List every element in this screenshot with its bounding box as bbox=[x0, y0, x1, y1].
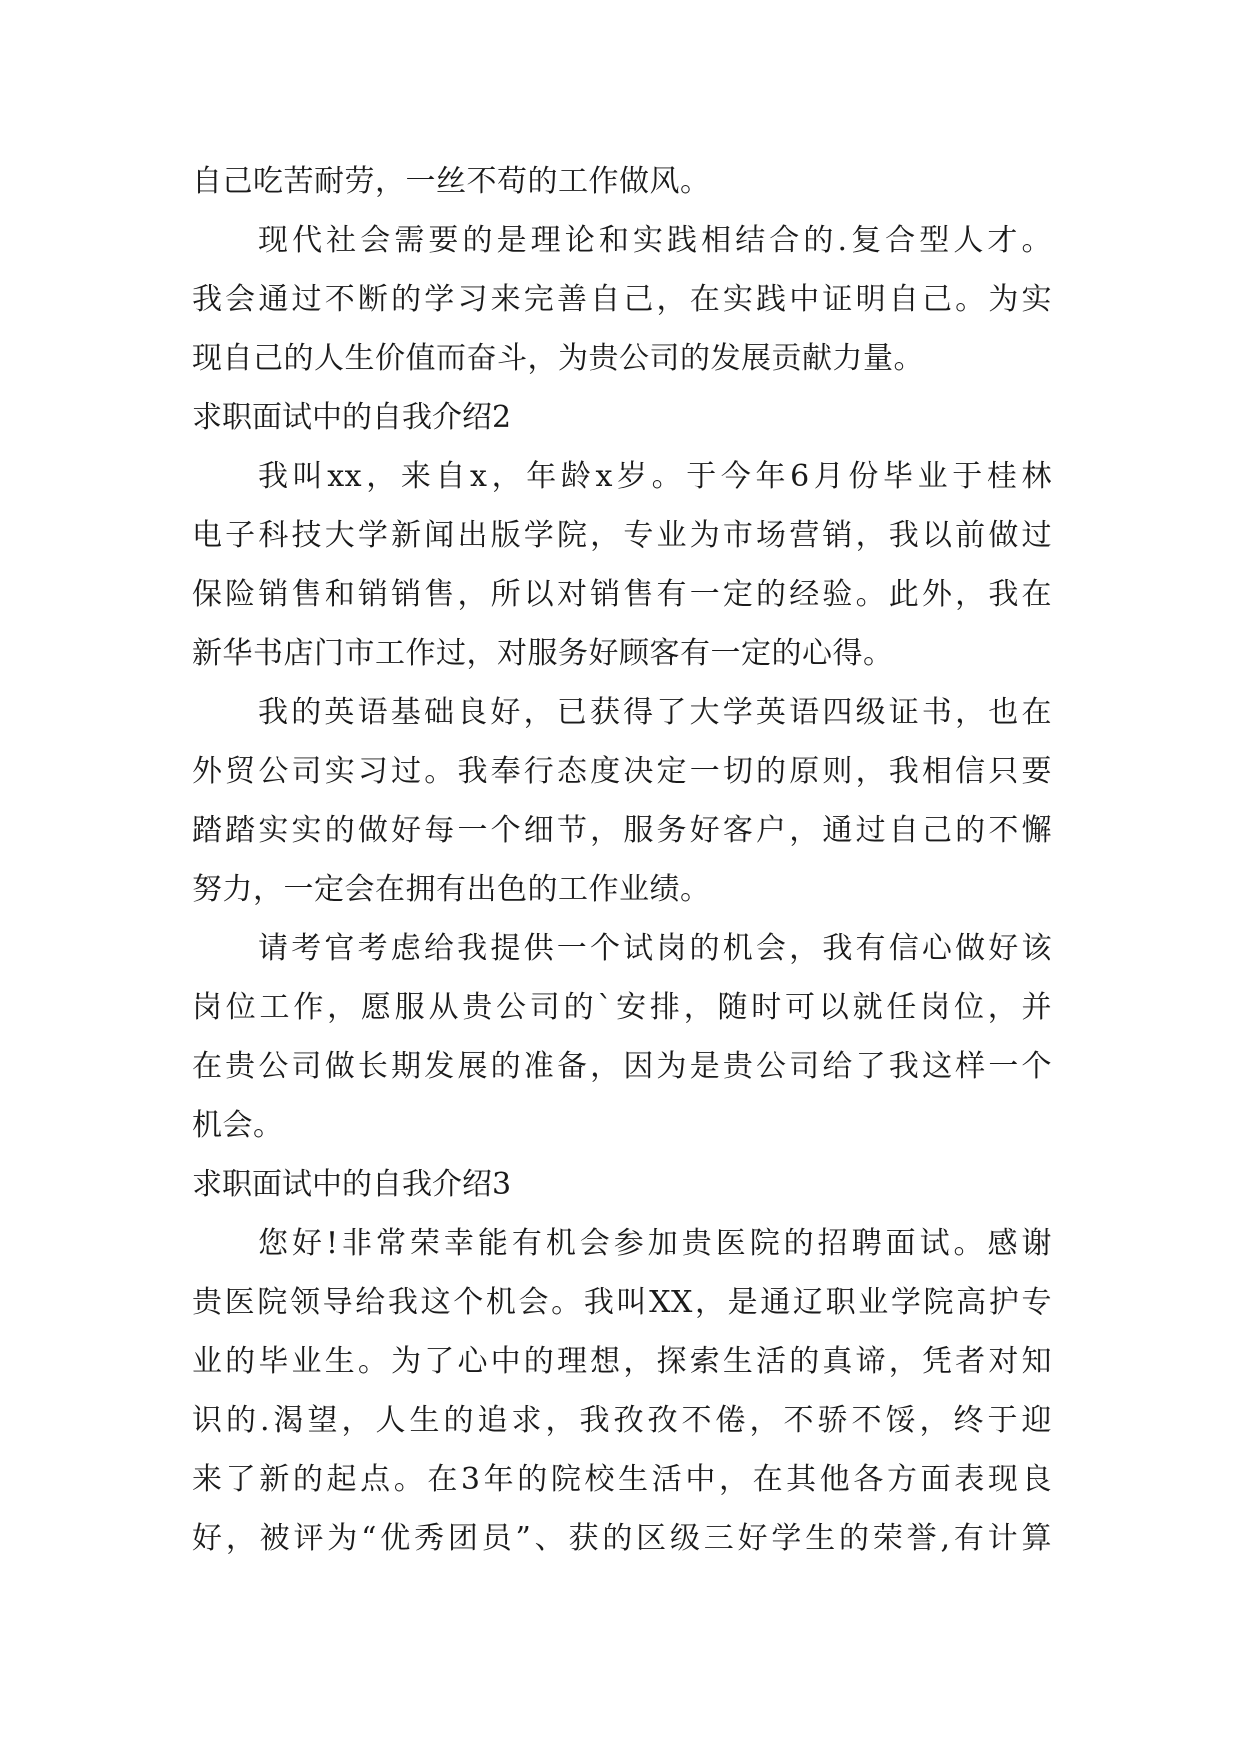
text-line: 业的毕业生。为了心中的理想，探索生活的真谛，凭者对知 bbox=[192, 1344, 1052, 1379]
text-line: 来了新的起点。在3年的院校生活中，在其他各方面表现良 bbox=[192, 1462, 1052, 1497]
text-line: 保险销售和销销售，所以对销售有一定的经验。此外，我在 bbox=[192, 577, 1052, 612]
text-line: 岗位工作，愿服从贵公司的`安排，随时可以就任岗位，并 bbox=[192, 990, 1052, 1025]
text-line: 努力，一定会在拥有出色的工作业绩。 bbox=[192, 872, 711, 907]
text-line: 贵医院领导给我这个机会。我叫XX，是通辽职业学院高护专 bbox=[192, 1285, 1052, 1320]
text-line: 电子科技大学新闻出版学院，专业为市场营销，我以前做过 bbox=[192, 518, 1052, 553]
text-line: 我会通过不断的学习来完善自己，在实践中证明自己。为实 bbox=[192, 282, 1052, 317]
text-line: 我叫xx，来自x，年龄x岁。于今年6月份毕业于桂林 bbox=[258, 459, 1052, 494]
text-line: 我的英语基础良好，已获得了大学英语四级证书，也在 bbox=[258, 695, 1052, 730]
text-line: 踏踏实实的做好每一个细节，服务好客户，通过自己的不懈 bbox=[192, 813, 1052, 848]
document-page bbox=[192, 152, 1052, 1568]
text-line: 外贸公司实习过。我奉行态度决定一切的原则，我相信只要 bbox=[192, 754, 1052, 789]
text-line: 自己吃苦耐劳，一丝不苟的工作做风。 bbox=[192, 164, 711, 199]
section-heading: 求职面试中的自我介绍3 bbox=[192, 1167, 512, 1202]
text-line: 好，被评为“优秀团员”、获的区级三好学生的荣誉,有计算 bbox=[192, 1521, 1052, 1556]
text-line: 现自己的人生价值而奋斗，为贵公司的发展贡献力量。 bbox=[192, 341, 924, 376]
text-line: 机会。 bbox=[192, 1108, 284, 1143]
text-line: 请考官考虑给我提供一个试岗的机会，我有信心做好该 bbox=[258, 931, 1052, 966]
section-heading: 求职面试中的自我介绍2 bbox=[192, 400, 512, 435]
text-line: 在贵公司做长期发展的准备，因为是贵公司给了我这样一个 bbox=[192, 1049, 1052, 1084]
text-line: 新华书店门市工作过，对服务好顾客有一定的心得。 bbox=[192, 636, 894, 671]
text-line: 识的.渴望，人生的追求，我孜孜不倦，不骄不馁，终于迎 bbox=[192, 1403, 1052, 1438]
text-line: 您好!非常荣幸能有机会参加贵医院的招聘面试。感谢 bbox=[258, 1226, 1052, 1261]
text-line: 现代社会需要的是理论和实践相结合的.复合型人才。 bbox=[258, 223, 1052, 258]
